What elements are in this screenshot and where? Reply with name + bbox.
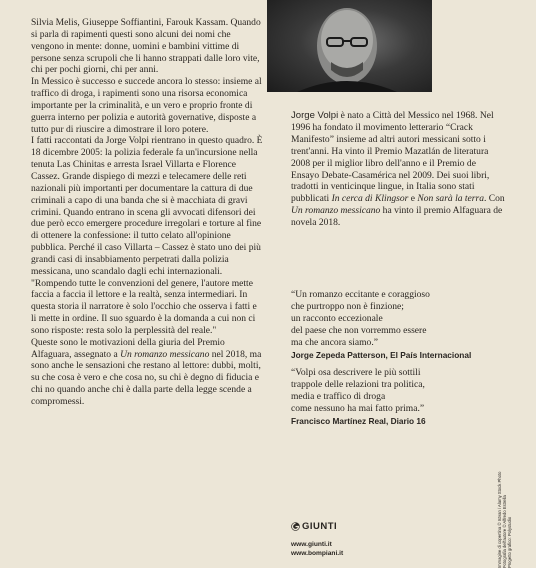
- text-run: Silvia Melis, Giuseppe Soffiantini, Farouk Kassam. Quando si parla di rapimenti questi sono alcuni dei nomi che vengono in mente: donne, uomini e bambini vittime di persone senza scrupoli che li hanno strappati dalle loro vite, chi per pochi giorni, chi per anni.: [31, 17, 261, 76]
- synopsis-paragraph: [31, 17, 263, 76]
- credit-line: Immagine di copertina © Istvan / Alamy Stock Photo: [497, 471, 502, 568]
- publisher-url[interactable]: www.giunti.it: [291, 541, 332, 548]
- giunti-logo-icon: [291, 522, 300, 531]
- text-run: nel 2018, ma sono anche le sensazioni che restano al lettore: dubbi, molti, su che cosa è vero e che cosa no, su chi è degno di fiducia e chi no quando anche chi è dalla parte della legge scende a compromessi.: [31, 348, 262, 407]
- synopsis-paragraph: [31, 278, 263, 337]
- publisher-name: GIUNTI: [302, 521, 338, 532]
- author-bio: [291, 110, 506, 229]
- quote-text: [291, 289, 506, 349]
- text-run: Queste sono le motivazioni della giuria del Premio Alfaguara, assegnato a: [31, 336, 225, 360]
- quote-source: Jorge Zepeda Patterson, El País Internacional: [291, 349, 472, 360]
- quote-source: Francisco Martínez Real, Diario 16: [291, 415, 426, 426]
- text-run: In Messico è successo e succede ancora lo stesso: insieme al traffico di droga, i rapimenti sono una risorsa economica importante per la criminalità, e un vero e proprio fronte di guerra interno per polizia e autorità governative, disposte a tutto pur di riuscire a dimostrare il loro potere.: [31, 76, 262, 135]
- text-run: è nato a Città del Messico nel 1968. Nel 1996 ha fondato il movimento letterario “Crack Manifesto” insieme ad altri autori messicani sotto i trent'anni. Ha vinto il Premio Mazatlán de literatura 2008 per il miglior libro dell'anno e il Premio de Ensayo Debate-Casamérica nel 2009. Dei suoi libri, tradotti in venticinque lingue, in Italia sono stati pubblicati: [291, 110, 494, 205]
- quote-line: “Un romanzo eccitante e coraggioso: [291, 289, 430, 300]
- book-title: In cerca di Klingsor: [331, 193, 409, 205]
- text-run: e: [408, 193, 418, 205]
- text-run: ha vinto il premio Alfaguara de novela 2018.: [291, 205, 503, 229]
- text-run: I fatti raccontati da Jorge Volpi rientrano in questo quadro. È 18 dicembre 2005: la polizia federale fa un'incursione nella tenuta Las Chinitas e arresta Israel Villarta e Florence Cassez. Grande dispiego di mezzi e telecamere delle reti nazionali più importanti per documentare la cattura di due criminali a capo di una banda che si è macchiata di gravi crimini. Quando entrano in scena gli avvocati difensori dei due però ecco emergere procedure irregolari e torture al fine di ottenere la confessione: il tutto celato all'opinione pubblica. Perché il caso Villarta – Cassez è stato uno dei più grandi casi di insabbiamento perpetrati dalla polizia messicana, uno scandalo dagli echi internazionali.: [31, 135, 263, 277]
- author-name: Jorge Volpi: [291, 110, 339, 121]
- quote-line: un racconto eccezionale: [291, 312, 383, 324]
- book-title: Un romanzo messicano: [291, 205, 381, 217]
- quote-line: “Volpi osa descrivere le più sottili: [291, 367, 421, 378]
- credit-line: Progetto grafico: Polystudio: [507, 516, 512, 568]
- review-quote-1: [291, 289, 506, 361]
- book-title: Un romanzo messicano: [120, 348, 210, 360]
- book-title: Non sarà la terra: [417, 193, 484, 205]
- quote-line: del paese che non vorremmo essere: [291, 324, 427, 336]
- bio-paragraph: [291, 110, 506, 229]
- quote-text: [291, 367, 506, 415]
- publisher-logo: [291, 521, 343, 532]
- synopsis-paragraph: [31, 337, 263, 408]
- author-photo: [267, 0, 432, 92]
- quote-line: trappole delle relazioni tra politica,: [291, 378, 425, 390]
- review-quote-2: [291, 367, 506, 428]
- quote-line: media e traffico di droga: [291, 390, 386, 402]
- quote-line: come nessuno ha mai fatto prima.”: [291, 402, 425, 414]
- quote-line: che purtroppo non è finzione;: [291, 300, 404, 312]
- quote-line: ma che ancora siamo.”: [291, 336, 378, 348]
- publisher-block: [291, 521, 343, 558]
- synopsis-paragraph: [31, 76, 263, 135]
- publisher-url[interactable]: www.bompiani.it: [291, 550, 344, 557]
- credit-line: Fotografia dell'autore © Alfredo Estrella: [502, 495, 507, 568]
- text-run: "Rompendo tutte le convenzioni del genere, l'autore mette faccia a faccia il lettore e la realtà, senza intermediari. In questa storia il narratore è solo l'occhio che osserva i fatti e li mette in ordine. Il suo sguardo è la domanda a cui non ci sono risposte: resta solo la perplessità del reale.": [31, 277, 257, 336]
- text-run: . Con: [483, 193, 505, 205]
- author-portrait-icon: [267, 0, 432, 92]
- cover-credits: [497, 471, 512, 568]
- synopsis: [31, 17, 263, 408]
- synopsis-paragraph: [31, 135, 263, 277]
